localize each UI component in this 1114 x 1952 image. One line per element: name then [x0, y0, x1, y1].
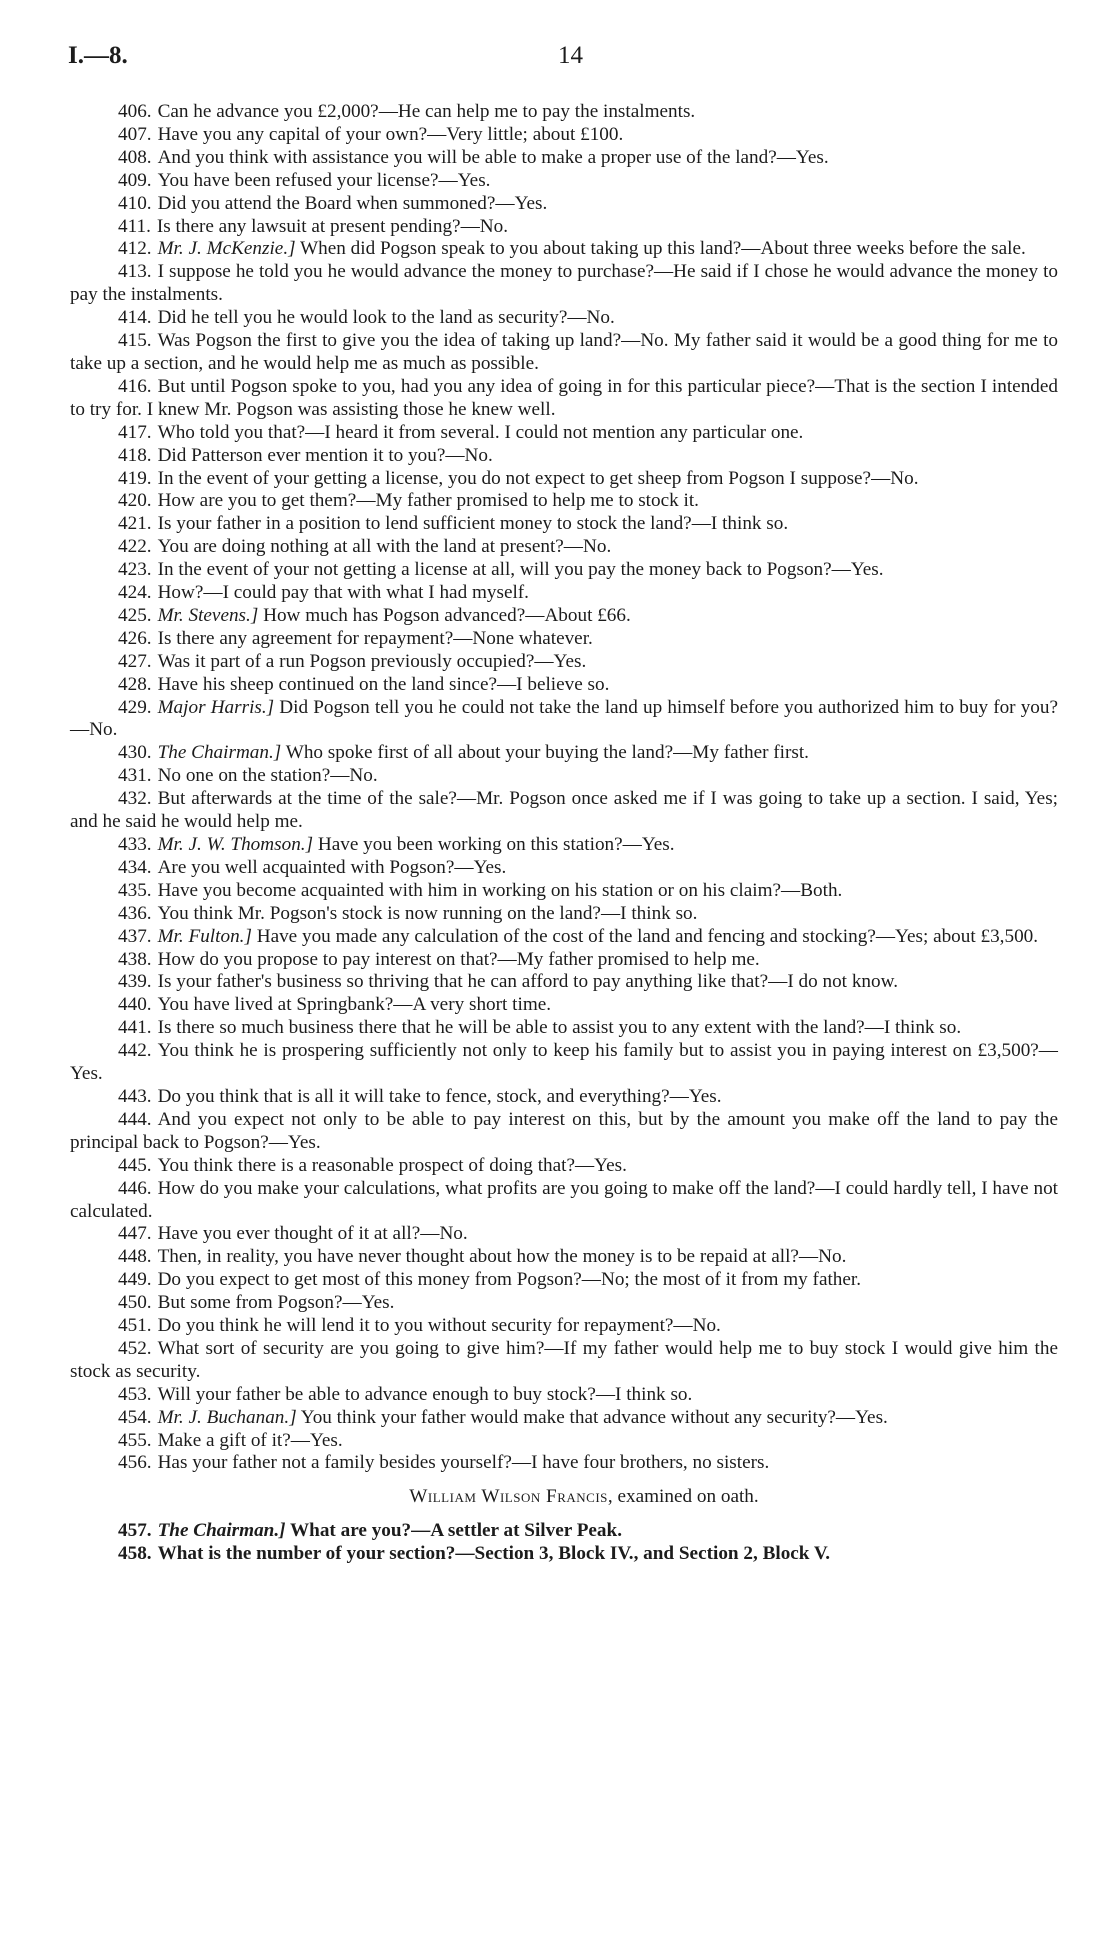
- question-answer-text: Can he advance you £2,000?—He can help me to pay the instalments.: [157, 101, 696, 122]
- question-entry: [70, 422, 1058, 445]
- question-number: 408.: [118, 146, 152, 168]
- question-entry: [70, 628, 1058, 651]
- question-answer-text: You think there is a reasonable prospect of doing that?—Yes.: [157, 1154, 627, 1176]
- question-number: 443.: [118, 1085, 152, 1107]
- question-number: 439.: [118, 971, 152, 993]
- question-list: [70, 101, 1058, 1475]
- question-answer-text: Is there so much business there that he will be able to assist you to any extent with the land?—I think so.: [157, 1017, 962, 1039]
- question-number: 416.: [118, 375, 152, 397]
- question-number: 423.: [118, 559, 152, 581]
- speaker-name: Mr. J. W. Thomson.]: [157, 834, 314, 855]
- question-entry: [70, 1452, 1058, 1475]
- question-entry: [70, 903, 1058, 926]
- question-answer-text: You think he is prospering sufficiently not only to keep his family but to assist you in paying interest on £3,500?—Yes.: [70, 1040, 1058, 1085]
- question-answer-text: You have lived at Springbank?—A very short time.: [157, 994, 552, 1016]
- question-answer-text: Have his sheep continued on the land since?—I believe so.: [157, 673, 610, 695]
- question-entry: [70, 765, 1058, 788]
- question-entry: [70, 513, 1058, 536]
- question-entry: [70, 651, 1058, 674]
- question-number: 446.: [118, 1177, 152, 1199]
- question-entry: [70, 307, 1058, 330]
- question-answer-text: Have you been working on this station?—Yes.: [317, 834, 675, 855]
- witness-heading: [70, 1486, 1058, 1509]
- question-answer-text: You are doing nothing at all with the land at present?—No.: [157, 536, 612, 558]
- question-number: 406.: [118, 101, 152, 122]
- question-answer-text: And you think with assistance you will be able to make a proper use of the land?—Yes.: [157, 146, 829, 168]
- question-number: 425.: [118, 604, 152, 626]
- question-answer-text: What is the number of your section?—Section 3, Block IV., and Section 2, Block V.: [157, 1543, 831, 1565]
- question-answer-text: Did Pogson tell you he could not take the land up himself before you authorized him to buy for you?—No.: [70, 696, 1059, 741]
- question-entry: [70, 1520, 1058, 1543]
- question-answer-text: Did he tell you he would look to the land as security?—No.: [157, 307, 615, 329]
- question-entry: [70, 238, 1058, 261]
- question-entry: [70, 490, 1058, 513]
- question-number: 434.: [118, 856, 152, 878]
- question-answer-text: Are you well acquainted with Pogson?—Yes.: [157, 856, 507, 878]
- question-entry: [70, 971, 1058, 994]
- evidence-text: [70, 101, 1058, 1566]
- question-answer-text: In the event of your getting a license, you do not expect to get sheep from Pogson I suppose?—No.: [157, 467, 919, 489]
- question-list-after: [70, 1520, 1058, 1566]
- question-entry: [70, 101, 1058, 124]
- question-number: 418.: [118, 444, 152, 466]
- question-entry: [70, 193, 1058, 216]
- question-answer-text: You have been refused your license?—Yes.: [157, 169, 491, 191]
- question-number: 407.: [118, 123, 152, 145]
- question-entry: [70, 468, 1058, 491]
- question-number: 449.: [118, 1269, 152, 1291]
- question-number: 429.: [118, 696, 152, 718]
- question-answer-text: Was Pogson the first to give you the idea of taking up land?—No. My father said it would be a good thing for me to take up a section, and he would help me as much as possible.: [70, 330, 1058, 374]
- question-answer-text: Have you ever thought of it at all?—No.: [157, 1223, 468, 1245]
- question-entry: [70, 445, 1058, 468]
- question-number: 427.: [118, 650, 152, 672]
- question-number: 445.: [118, 1154, 152, 1176]
- question-answer-text: Have you any capital of your own?—Very little; about £100.: [157, 123, 624, 145]
- question-number: 441.: [118, 1017, 152, 1039]
- question-entry: [70, 1292, 1058, 1315]
- question-number: 453.: [118, 1383, 152, 1405]
- question-entry: [70, 834, 1058, 857]
- witness-name: William Wilson Francis: [409, 1486, 608, 1508]
- question-answer-text: What sort of security are you going to give him?—If my father would help me to buy stock I would give him the stock as security.: [70, 1337, 1058, 1382]
- question-number: 424.: [118, 582, 152, 604]
- question-entry: [70, 216, 1058, 239]
- question-answer-text: Is there any agreement for repayment?—None whatever.: [157, 627, 593, 649]
- question-number: 419.: [118, 467, 152, 489]
- question-answer-text: Who spoke first of all about your buying the land?—My father first.: [285, 742, 809, 764]
- question-number: 428.: [118, 673, 152, 695]
- question-answer-text: How do you make your calculations, what profits are you going to make off the land?—I could hardly tell, I have not calculated.: [70, 1177, 1058, 1222]
- question-answer-text: Did you attend the Board when summoned?—Yes.: [157, 192, 548, 214]
- question-answer-text: You think your father would make that advance without any security?—Yes.: [300, 1406, 888, 1428]
- question-number: 420.: [118, 490, 152, 512]
- question-entry: [70, 1017, 1058, 1040]
- question-entry: [70, 261, 1058, 307]
- question-entry: [70, 1040, 1058, 1086]
- question-answer-text: I suppose he told you he would advance the money to purchase?—He said if I chose he would advance the money to pay the instalments.: [70, 261, 1058, 306]
- question-number: 456.: [118, 1452, 152, 1474]
- question-entry: [70, 949, 1058, 972]
- question-number: 452.: [118, 1337, 152, 1359]
- speaker-name: Mr. J. Buchanan.]: [157, 1406, 297, 1428]
- question-number: 413.: [118, 261, 152, 283]
- question-number: 411.: [118, 215, 151, 237]
- question-number: 415.: [118, 330, 152, 352]
- question-answer-text: How do you propose to pay interest on that?—My father promised to help me.: [157, 948, 760, 970]
- question-answer-text: Have you made any calculation of the cost of the land and fencing and stocking?—Yes; about £3,500.: [256, 925, 1039, 947]
- question-entry: [70, 147, 1058, 170]
- speaker-name: The Chairman.]: [157, 742, 282, 764]
- question-answer-text: Do you think he will lend it to you without security for repayment?—No.: [157, 1315, 721, 1337]
- question-answer-text: Is there any lawsuit at present pending?—No.: [156, 215, 509, 237]
- question-entry: [70, 582, 1058, 605]
- question-number: 444.: [118, 1108, 152, 1130]
- question-entry: [70, 1223, 1058, 1246]
- question-entry: [70, 536, 1058, 559]
- question-answer-text: Then, in reality, you have never thought about how the money is to be repaid at all?—No.: [157, 1246, 847, 1268]
- question-entry: [70, 1543, 1058, 1566]
- speaker-name: Mr. J. McKenzie.]: [157, 238, 296, 260]
- question-number: 430.: [118, 742, 152, 764]
- question-entry: [70, 1384, 1058, 1407]
- question-number: 440.: [118, 994, 152, 1016]
- question-number: 442.: [118, 1040, 152, 1062]
- question-number: 457.: [118, 1520, 152, 1542]
- speaker-name: The Chairman.]: [157, 1520, 286, 1542]
- question-answer-text: Has your father not a family besides yourself?—I have four brothers, no sisters.: [157, 1452, 770, 1474]
- question-answer-text: Will your father be able to advance enough to buy stock?—I think so.: [157, 1383, 693, 1405]
- question-entry: [70, 1430, 1058, 1453]
- question-number: 451.: [118, 1315, 152, 1337]
- question-number: 448.: [118, 1246, 152, 1268]
- question-number: 436.: [118, 902, 152, 924]
- question-answer-text: Was it part of a run Pogson previously occupied?—Yes.: [157, 650, 587, 672]
- question-number: 409.: [118, 169, 152, 191]
- question-answer-text: Who told you that?—I heard it from several. I could not mention any particular one.: [157, 421, 804, 443]
- question-entry: [70, 880, 1058, 903]
- question-entry: [70, 124, 1058, 147]
- question-answer-text: How much has Pogson advanced?—About £66.: [263, 604, 631, 626]
- question-answer-text: Make a gift of it?—Yes.: [157, 1429, 343, 1451]
- question-answer-text: How are you to get them?—My father promised to help me to stock it.: [157, 490, 699, 512]
- question-number: 417.: [118, 421, 152, 443]
- question-answer-text: How?—I could pay that with what I had myself.: [157, 582, 529, 604]
- speaker-name: Mr. Stevens.]: [157, 604, 259, 626]
- question-number: 455.: [118, 1429, 152, 1451]
- question-entry: [70, 559, 1058, 582]
- question-answer-text: But some from Pogson?—Yes.: [157, 1292, 395, 1314]
- question-entry: [70, 1407, 1058, 1430]
- question-number: 450.: [118, 1292, 152, 1314]
- question-number: 438.: [118, 948, 152, 970]
- question-entry: [70, 1109, 1058, 1155]
- question-answer-text: Did Patterson ever mention it to you?—No.: [157, 444, 493, 466]
- question-number: 421.: [118, 513, 152, 535]
- question-number: 422.: [118, 536, 152, 558]
- witness-heading-suffix: , examined on oath.: [607, 1486, 759, 1508]
- question-number: 414.: [118, 307, 152, 329]
- question-number: 454.: [118, 1406, 152, 1428]
- question-entry: [70, 1155, 1058, 1178]
- question-number: 458.: [118, 1543, 152, 1565]
- question-entry: [70, 788, 1058, 834]
- question-answer-text: But until Pogson spoke to you, had you any idea of going in for this particular piece?—That is the section I intended to try for. I knew Mr. Pogson was assisting those he knew well.: [70, 375, 1058, 420]
- question-number: 412.: [118, 238, 152, 260]
- question-number: 447.: [118, 1223, 152, 1245]
- question-answer-text: Is your father's business so thriving that he can afford to pay anything like that?—I do not know.: [157, 971, 899, 993]
- question-entry: [70, 857, 1058, 880]
- question-entry: [70, 1246, 1058, 1269]
- speaker-name: Mr. Fulton.]: [157, 925, 252, 947]
- question-number: 435.: [118, 879, 152, 901]
- question-number: 432.: [118, 788, 152, 810]
- question-answer-text: And you expect not only to be able to pay interest on this, but by the amount you make off the land to pay the principal back to Pogson?—Yes.: [70, 1108, 1058, 1153]
- question-entry: [70, 330, 1058, 376]
- question-entry: [70, 605, 1058, 628]
- question-answer-text: But afterwards at the time of the sale?—Mr. Pogson once asked me if I was going to take up a section. I said, Yes; and he said he would help me.: [70, 788, 1058, 833]
- question-answer-text: You think Mr. Pogson's stock is now running on the land?—I think so.: [157, 902, 698, 924]
- question-entry: [70, 926, 1058, 949]
- question-entry: [70, 1178, 1058, 1224]
- question-answer-text: In the event of your not getting a license at all, will you pay the money back to Pogson?—Yes.: [157, 559, 884, 581]
- question-entry: [70, 376, 1058, 422]
- page-header: [68, 42, 1058, 76]
- question-entry: [70, 994, 1058, 1017]
- question-number: 437.: [118, 925, 152, 947]
- question-entry: [70, 742, 1058, 765]
- page-number: 14: [558, 42, 583, 69]
- question-answer-text: Have you become acquainted with him in working on his station or on his claim?—Both.: [157, 879, 843, 901]
- question-answer-text: When did Pogson speak to you about taking up this land?—About three weeks before the sale.: [300, 238, 1026, 260]
- question-entry: [70, 1269, 1058, 1292]
- question-number: 426.: [118, 627, 152, 649]
- question-answer-text: Is your father in a position to lend sufficient money to stock the land?—I think so.: [157, 513, 789, 535]
- question-answer-text: Do you expect to get most of this money from Pogson?—No; the most of it from my father.: [157, 1269, 862, 1291]
- question-answer-text: Do you think that is all it will take to fence, stock, and everything?—Yes.: [157, 1085, 722, 1107]
- question-entry: [70, 674, 1058, 697]
- question-number: 433.: [118, 834, 152, 855]
- question-answer-text: No one on the station?—No.: [157, 765, 378, 787]
- document-reference: I.—8.: [68, 42, 128, 69]
- question-answer-text: What are you?—A settler at Silver Peak.: [289, 1520, 622, 1542]
- question-entry: [70, 1338, 1058, 1384]
- question-number: 431.: [118, 765, 152, 787]
- question-entry: [70, 697, 1058, 743]
- question-number: 410.: [118, 192, 152, 214]
- question-entry: [70, 170, 1058, 193]
- question-entry: [70, 1315, 1058, 1338]
- question-entry: [70, 1086, 1058, 1109]
- speaker-name: Major Harris.]: [157, 696, 275, 718]
